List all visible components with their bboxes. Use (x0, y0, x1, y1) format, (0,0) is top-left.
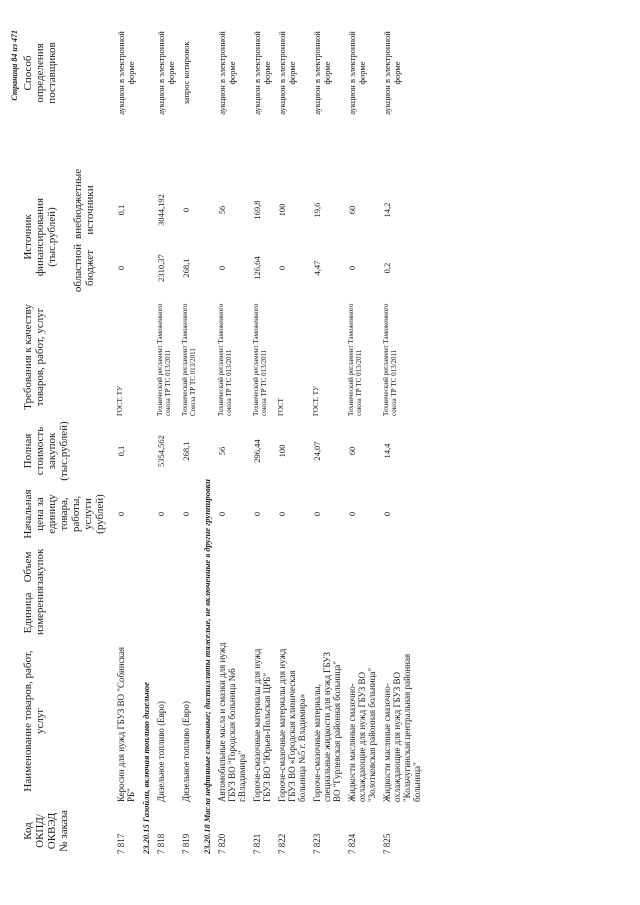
cell-regional-budget: 0,2 (382, 262, 392, 274)
header-requirements: Требования к качеству товаров, работ, услуг (22, 304, 46, 410)
table-row (275, 25, 310, 857)
cell-extra-budget: 100 (277, 203, 287, 217)
cell-item-name: Горюче-смазочные материалы, специальные жидкости для нужд ГБУЗ ВО "Гурлевская районная больница" (312, 652, 342, 802)
cell-order-code: 7 817 (116, 833, 126, 854)
cell-unit (215, 589, 250, 637)
cell-procurement-method: аукцион в электронной форме (156, 31, 176, 115)
cell-procurement-method: аукцион в электронной форме (217, 31, 237, 115)
cell-spacer (310, 121, 345, 179)
cell-order-code: 7 819 (181, 833, 191, 854)
cell-regional-budget: 268,1 (181, 258, 191, 278)
cell-quality-requirements: ГОСТ, ТУ (312, 386, 320, 416)
cell-regional-budget: 2310,37 (156, 254, 166, 282)
header-financing-budget: областной бюджет (72, 243, 97, 293)
cell-extra-budget: 19,6 (312, 202, 322, 218)
table-row (345, 25, 380, 857)
table-row (380, 25, 425, 857)
cell-unit (179, 589, 200, 637)
group-heading: 23.20.18 Масла нефтяные смазочные; дистилляты тяжелые, не включенные в другие группировки (202, 479, 212, 854)
cell-order-code: 7 823 (312, 833, 322, 854)
cell-volume (179, 545, 200, 589)
cell-quality-requirements: Технический регламент Таможенного союза ТР ТС 013/2011 (156, 303, 172, 416)
cell-regional-budget: 0 (116, 265, 126, 271)
header-code: Код ОКПД/ ОКВЭД № заказа (22, 810, 70, 852)
cell-quality-requirements: Технический регламент Таможенного Союза ТР ТС 013/2011 (181, 303, 197, 416)
table-row (154, 25, 179, 857)
cell-item-name: Жидкости масляные смазочно-охлаждающие для нужд ГБУЗ ВО "Золотковская районная больница" (347, 667, 377, 802)
cell-unit-price: 0 (217, 511, 227, 517)
cell-total-cost: 5354,562 (156, 435, 166, 467)
cell-procurement-method: аукцион в электронной форме (312, 31, 332, 115)
group-heading-row (200, 25, 215, 857)
cell-unit-price: 0 (347, 511, 357, 517)
cell-volume (215, 545, 250, 589)
cell-item-name: Жидкости масляные смазочно-охлаждающие для нужд ГБУЗ ВО "Кольчугинская центральная районная больница" (382, 653, 422, 802)
cell-extra-budget: 0,1 (116, 204, 126, 216)
cell-regional-budget: 4,47 (312, 260, 322, 276)
cell-volume (345, 545, 380, 589)
cell-regional-budget: 0 (347, 265, 357, 271)
cell-extra-budget: 169,8 (252, 200, 262, 220)
header-name: Наименование товаров, работ, услуг (22, 650, 46, 792)
header-method: Способ определения поставщиков (22, 42, 58, 104)
cell-unit (310, 589, 345, 637)
cell-item-name: Горюче-смазочные материалы для нужд ГБУЗ ВО "Юрьев-Польская ЦРБ" (252, 648, 272, 802)
cell-procurement-method: аукцион в электронной форме (252, 31, 272, 115)
cell-extra-budget: 56 (217, 205, 227, 215)
cell-unit (275, 589, 310, 637)
cell-quality-requirements: Технический регламент Таможенного союза ТР ТС 013/2011 (382, 303, 398, 416)
cell-spacer (154, 121, 179, 179)
cell-total-cost: 296,44 (252, 439, 262, 463)
header-price: Начальная цена за единицу товара, работы, услуги (рублей) (22, 489, 106, 539)
cell-total-cost: 0,1 (116, 445, 126, 457)
table-row (114, 25, 139, 857)
table-row (250, 25, 275, 857)
cell-procurement-method: аукцион в электронной форме (116, 31, 136, 115)
cell-quality-requirements: ГОСТ (277, 398, 285, 416)
cell-unit-price: 0 (277, 511, 287, 517)
header-spacer (22, 121, 106, 179)
cell-order-code: 7 825 (382, 833, 392, 854)
cell-item-name: Дизельное топливо (Евро) (156, 701, 166, 802)
cell-unit (250, 589, 275, 637)
cell-spacer (250, 121, 275, 179)
cell-order-code: 7 822 (277, 833, 287, 854)
group-heading-row (139, 25, 154, 857)
cell-volume (250, 545, 275, 589)
cell-order-code: 7 818 (156, 833, 166, 854)
cell-unit (380, 589, 425, 637)
cell-total-cost: 100 (277, 444, 287, 458)
cell-order-code: 7 821 (252, 833, 262, 854)
cell-unit (154, 589, 179, 637)
page-number: Страница 84 из 471 (10, 30, 19, 101)
header-unit: Единица измерения (22, 585, 46, 635)
group-heading: 23.20.15 Газойли, включая топливо дизельное (141, 682, 151, 854)
table-header (22, 25, 114, 857)
table-row (179, 25, 200, 857)
cell-regional-budget: 126,64 (252, 256, 262, 280)
cell-total-cost: 60 (347, 446, 357, 456)
header-total: Полная стоимость закупок (тыс.рублей) (22, 421, 70, 481)
cell-volume (114, 545, 139, 589)
cell-unit-price: 0 (156, 511, 166, 517)
cell-item-name: Керосин для нужд ГБУЗ ВО "Собинская РБ" (116, 646, 136, 802)
cell-total-cost: 268,1 (181, 441, 191, 461)
cell-procurement-method: аукцион в электронной форме (347, 31, 367, 115)
cell-order-code: 7 824 (347, 833, 357, 854)
header-volume: Объем закупок (22, 548, 46, 586)
cell-spacer (345, 121, 380, 179)
table-body (114, 25, 425, 857)
cell-spacer (114, 121, 139, 179)
cell-total-cost: 24,07 (312, 441, 322, 461)
cell-extra-budget: 0 (181, 207, 191, 213)
header-financing: Источник финансирования (тыс.рублей) (22, 197, 58, 277)
cell-extra-budget: 60 (347, 205, 357, 215)
cell-unit-price: 0 (252, 511, 262, 517)
cell-quality-requirements: ГОСТ, ТУ (116, 386, 124, 416)
cell-unit-price: 0 (116, 511, 126, 517)
cell-unit (114, 589, 139, 637)
cell-quality-requirements: Технический регламент Таможенного союза ТР ТС 013/2011 (252, 303, 268, 416)
cell-extra-budget: 14,2 (382, 202, 392, 218)
header-financing-extra: внебюджетные источники (72, 168, 97, 239)
cell-extra-budget: 3044,192 (156, 194, 166, 226)
cell-total-cost: 14,4 (382, 443, 392, 459)
cell-unit (345, 589, 380, 637)
table-row (215, 25, 250, 857)
cell-procurement-method: аукцион в электронной форме (277, 31, 297, 115)
cell-item-name: Дизельное топливо (Евро) (181, 701, 191, 802)
cell-volume (380, 545, 425, 589)
cell-spacer (275, 121, 310, 179)
cell-unit-price: 0 (181, 511, 191, 517)
cell-regional-budget: 0 (277, 265, 287, 271)
cell-item-name: Автомобильные масла и смазки для нужд ГБУЗ ВО "Городская больница №6 г.Владимира" (217, 642, 247, 802)
cell-volume (275, 545, 310, 589)
cell-procurement-method: аукцион в электронной форме (382, 31, 402, 115)
cell-unit-price: 0 (382, 511, 392, 517)
header-gap (106, 25, 114, 857)
cell-spacer (380, 121, 425, 179)
cell-volume (310, 545, 345, 589)
cell-quality-requirements: Технический регламент Таможенного союза ТР ТС 013/2011 (347, 303, 363, 416)
cell-spacer (179, 121, 200, 179)
cell-order-code: 7 820 (217, 833, 227, 854)
cell-item-name: Горюче-смазочные материалы для нужд ГБУЗ ВО «Городская клиническая больница №5 г. Владимира» (277, 648, 307, 802)
cell-procurement-method: запрос котировок (181, 41, 191, 105)
cell-regional-budget: 0 (217, 265, 227, 271)
cell-total-cost: 56 (217, 446, 227, 456)
procurement-plan-table (22, 25, 425, 857)
cell-quality-requirements: Технический регламент Таможенного союза ТР ТС 013/2011 (217, 303, 233, 416)
cell-spacer (215, 121, 250, 179)
cell-unit-price: 0 (312, 511, 322, 517)
cell-volume (154, 545, 179, 589)
table-row (310, 25, 345, 857)
